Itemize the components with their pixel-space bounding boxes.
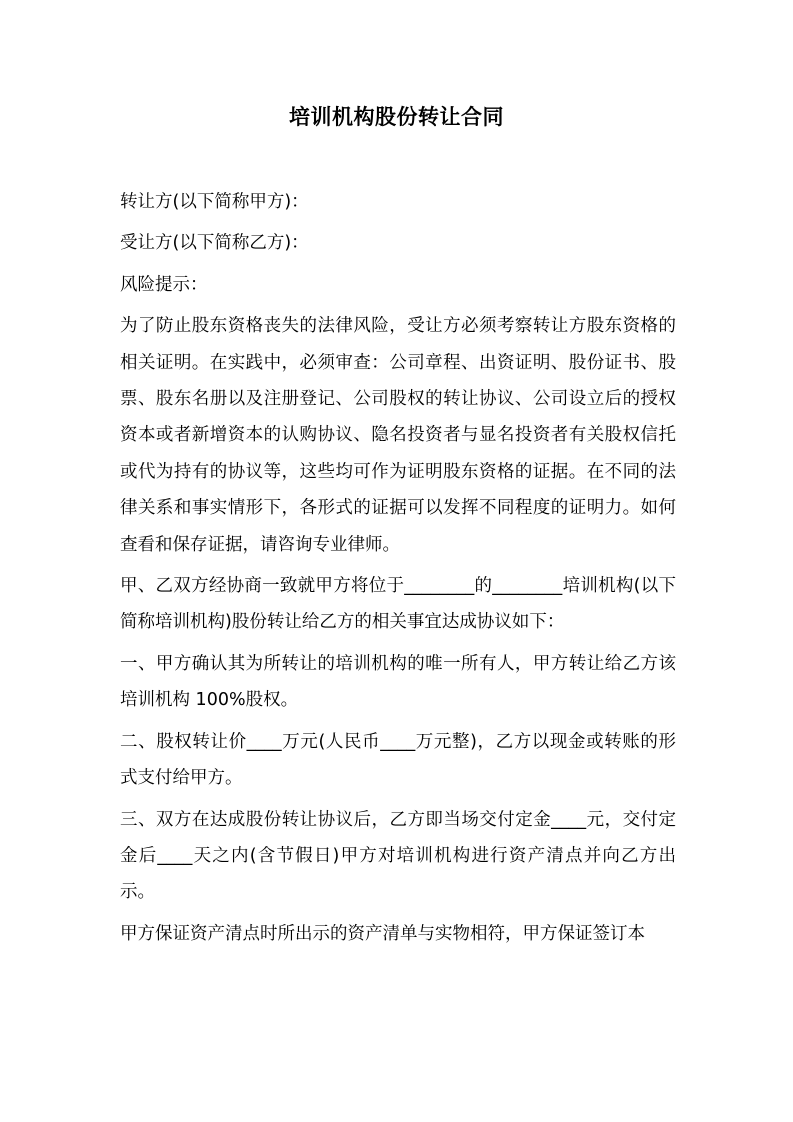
document-title: 培训机构股份转让合同 bbox=[289, 105, 504, 129]
clause-2: 二、股权转让价____万元(人民币____万元整)，乙方以现金或转账的形式支付给甲方。 bbox=[120, 731, 676, 789]
document-body bbox=[120, 184, 676, 952]
transferee-line: 受让方(以下简称乙方)： bbox=[120, 233, 309, 254]
agreement-intro: 甲、乙双方经协商一致就甲方将位于________的________培训机构(以下简称培训机构)股份转让给乙方的相关事宜达成协议如下： bbox=[120, 576, 676, 633]
transferor-line: 转让方(以下简称甲方)： bbox=[120, 192, 309, 212]
risk-paragraph: 为了防止股东资格丧失的法律风险，受让方必须考察转让方股东资格的相关证明。在实践中，必须审查：公司章程、出资证明、股份证书、股票、股东名册以及注册登记、公司股权的转让协议、公司设立后的授权资本或者新增资本的认购协议、隐名投资者与显名投资者有关股权信托或代为持有的协议等，这些均可作为证明股东资格的证据。在不同的法律关系和事实情形下，各形式的证据可以发挥不同程度的证明力。如何查看和保存证据，请咨询专业律师。 bbox=[120, 316, 676, 555]
risk-heading: 风险提示： bbox=[120, 274, 208, 295]
clause-1: 一、甲方确认其为所转让的培训机构的唯一所有人，甲方转让给乙方该培训机构 100%股权。 bbox=[120, 653, 676, 711]
clause-3-continued: 甲方保证资产清点时所出示的资产清单与实物相符，甲方保证签订本 bbox=[120, 923, 645, 944]
clause-3: 三、双方在达成股份转让协议后，乙方即当场交付定金____元，交付定金后____天之内(含节假日)甲方对培训机构进行资产清点并向乙方出示。 bbox=[120, 809, 676, 903]
